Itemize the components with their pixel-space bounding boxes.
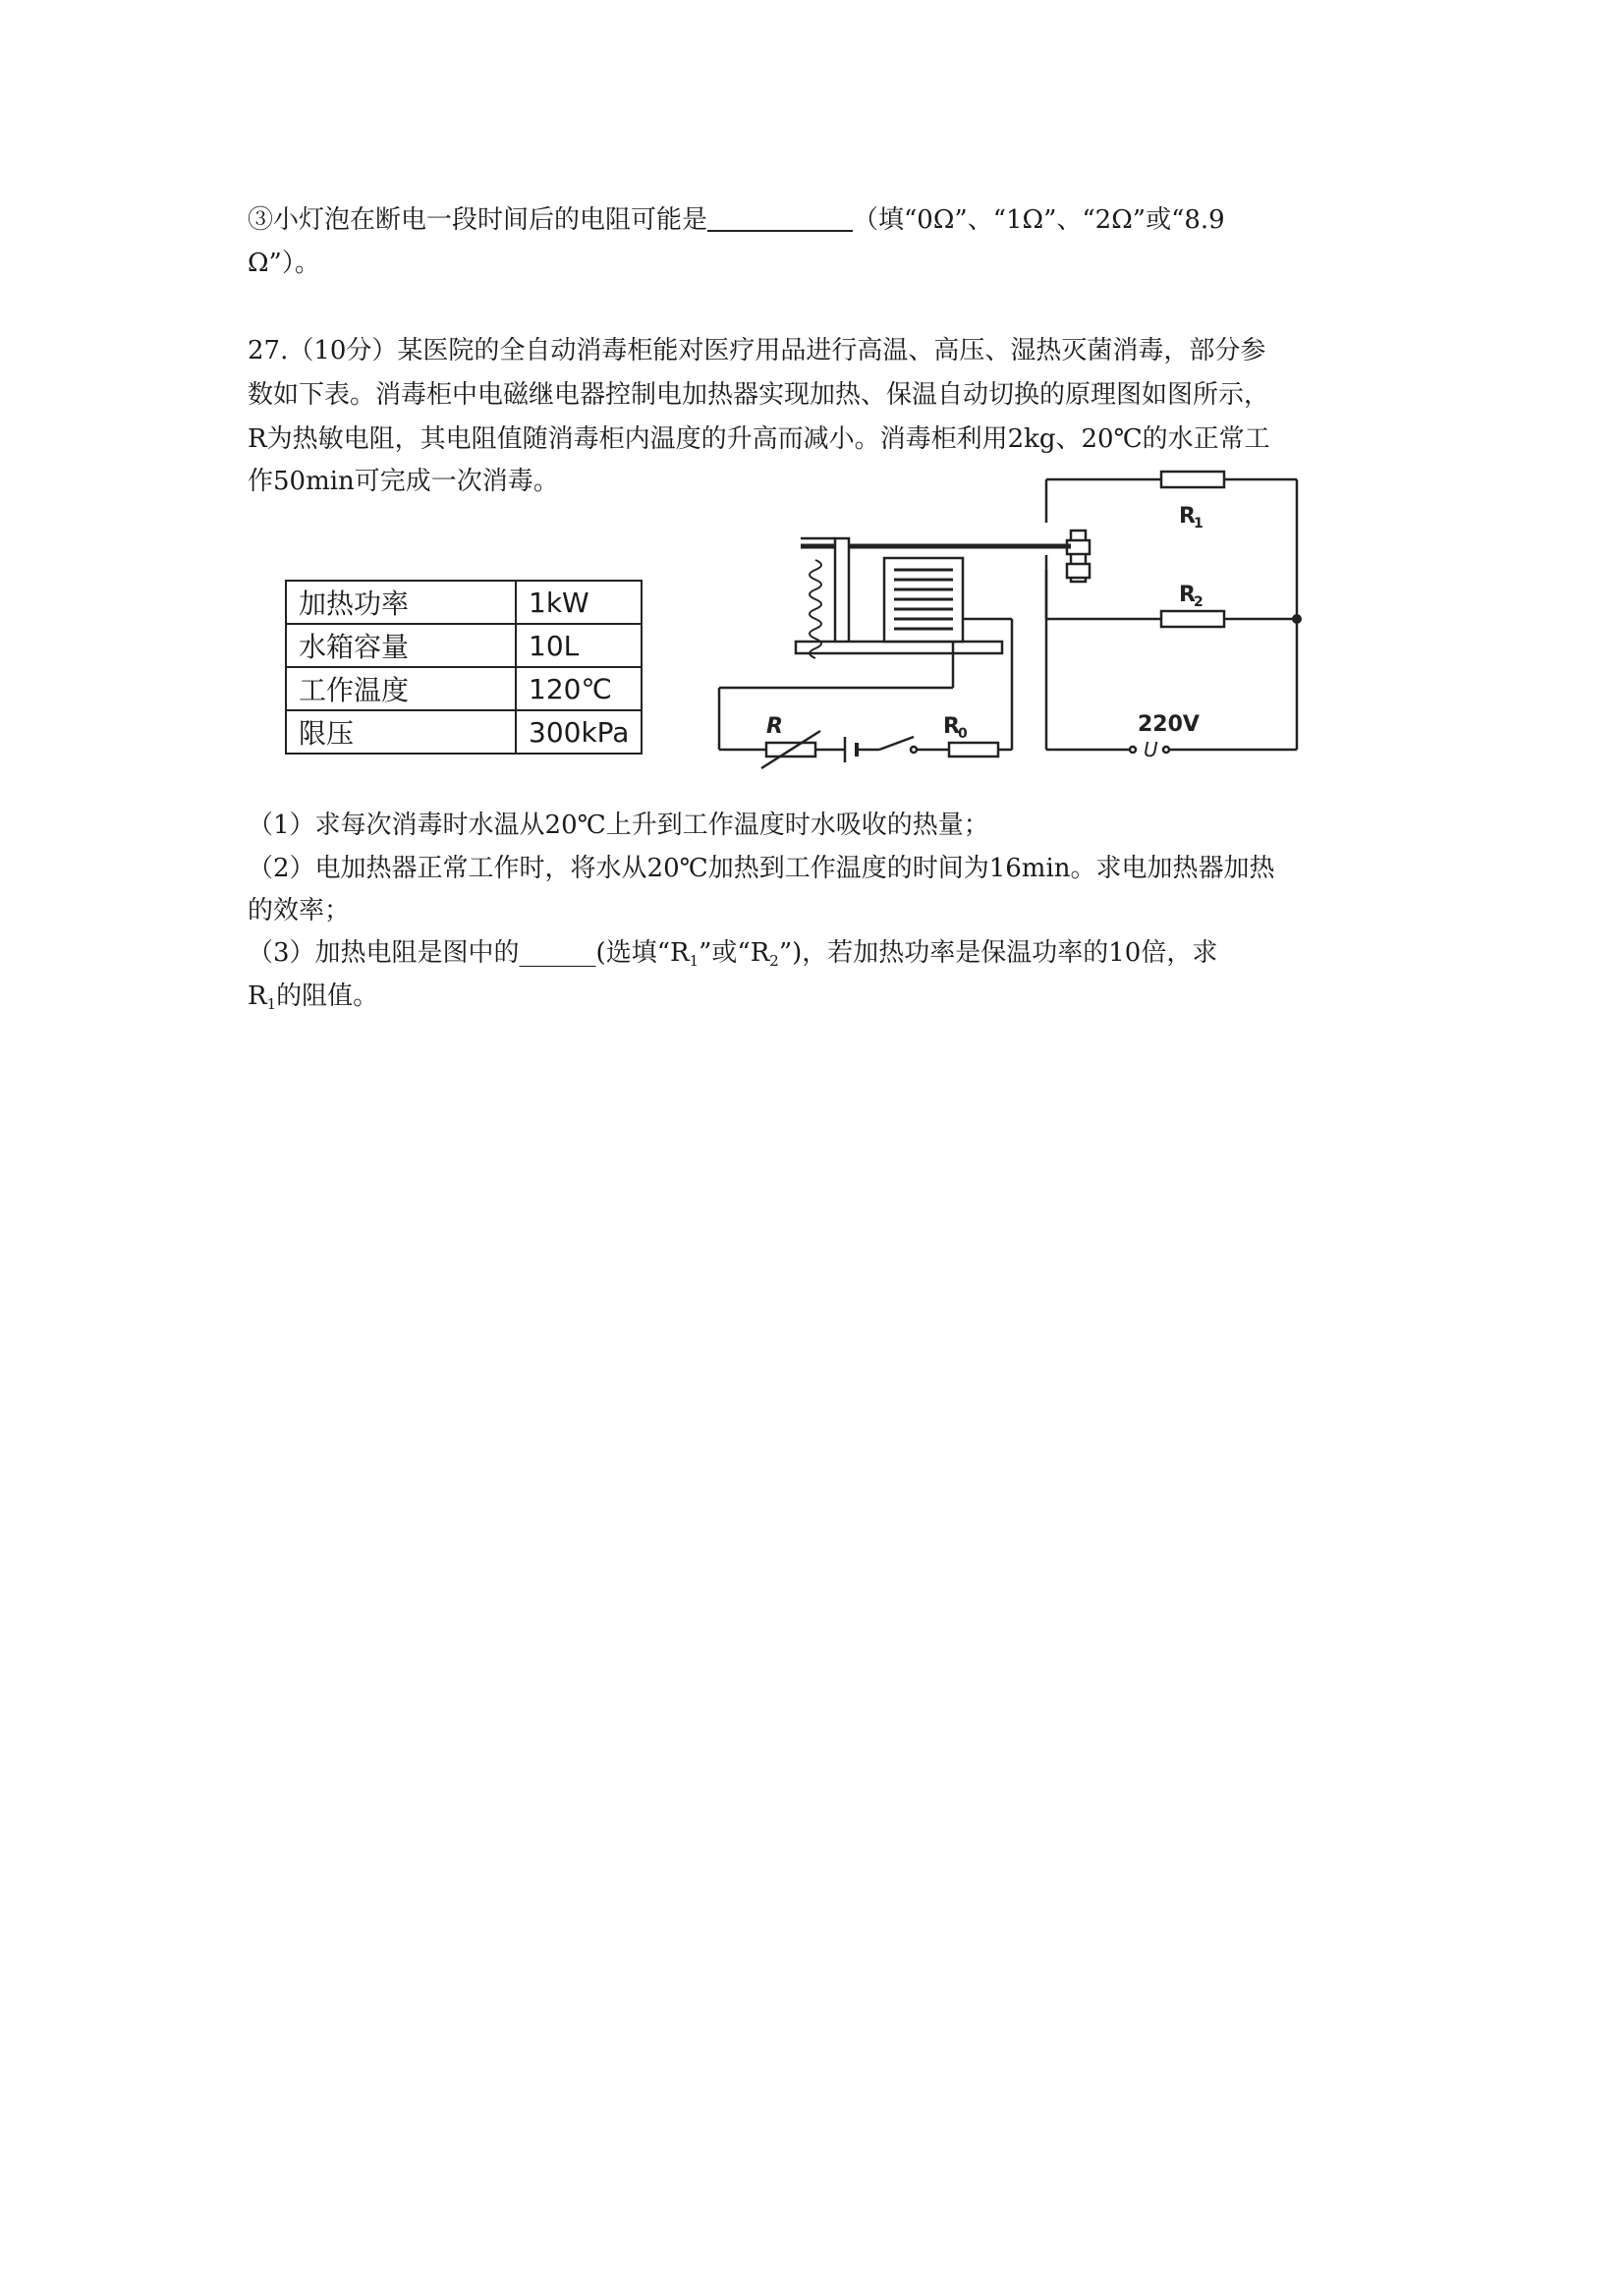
label-r2: R — [1179, 583, 1196, 607]
text-segment: ③小灯泡在断电一段时间后的电阻可能是 — [248, 205, 708, 235]
table-row — [286, 581, 642, 624]
question-27-line-4: 作50min可完成一次消毒。 — [248, 467, 559, 496]
table-value-cell: 1kW — [516, 581, 642, 624]
subscript: 1 — [266, 995, 277, 1013]
text-segment: 的阻值。 — [276, 981, 379, 1011]
label-r1-sub: 1 — [1194, 516, 1203, 532]
question-27-line-2: 数如下表。消毒柜中电磁继电器控制电加热器实现加热、保温自动切换的原理图如图所示， — [248, 380, 1270, 410]
answer-blank[interactable] — [707, 200, 853, 232]
resistor-r1 — [1161, 472, 1224, 487]
table-row — [286, 624, 642, 667]
table-key-cell: 加热功率 — [286, 581, 516, 624]
sub-question-2-line-2: 的效率； — [248, 896, 351, 925]
table-key-cell: 水箱容量 — [286, 624, 516, 667]
parameter-table — [285, 580, 643, 755]
label-voltage: 220V — [1138, 712, 1200, 737]
resistor-r0 — [949, 743, 998, 756]
table-row — [286, 667, 642, 710]
text-line-1 — [248, 198, 1387, 242]
table-key-cell: 限压 — [286, 710, 516, 754]
table-value-cell: 120℃ — [516, 667, 642, 710]
resistor-r2 — [1161, 611, 1224, 627]
label-r2-sub: 2 — [1194, 594, 1203, 610]
text-segment: ”或“R — [699, 938, 770, 968]
table-row — [286, 710, 642, 754]
text-segment: ”)，若加热功率是保温功率的10倍，求 — [778, 938, 1218, 968]
table-value-cell: 300kPa — [516, 710, 642, 754]
question-27-line-1: 27.（10分）某医院的全自动消毒柜能对医疗用品进行高温、高压、湿热灭菌消毒，部分参 — [248, 336, 1266, 365]
label-r0-sub: 0 — [958, 726, 968, 742]
label-r0: R — [943, 714, 960, 739]
subscript: 1 — [689, 952, 700, 970]
text-segment: （填“0Ω”、“1Ω”、“2Ω”或“8.9 — [853, 205, 1225, 235]
text-line-2: Ω”）。 — [248, 249, 320, 278]
label-r1: R — [1179, 504, 1196, 529]
relay-circuit-diagram — [707, 462, 1307, 786]
sub-question-3-line-2 — [248, 975, 1387, 1026]
answer-blank[interactable]: ______ — [519, 938, 596, 968]
text-segment: R — [248, 981, 267, 1011]
text-segment: (选填“R — [595, 938, 690, 968]
label-r: R — [766, 714, 783, 739]
sub-question-2-line-1: （2）电加热器正常工作时，将水从20℃加热到工作温度的时间为16min。求电加热器加热 — [248, 854, 1275, 883]
sub-question-1: （1）求每次消毒时水温从20℃上升到工作温度时水吸收的热量； — [248, 811, 989, 840]
text-segment: （3）加热电阻是图中的 — [248, 938, 520, 968]
label-u: U — [1144, 738, 1158, 761]
table-value-cell: 10L — [516, 624, 642, 667]
table-key-cell: 工作温度 — [286, 667, 516, 710]
question-27-line-3: R为热敏电阻，其电阻值随消毒柜内温度的升高而减小。消毒柜利用2kg、20℃的水正常工 — [248, 424, 1270, 454]
subscript: 2 — [769, 952, 779, 970]
